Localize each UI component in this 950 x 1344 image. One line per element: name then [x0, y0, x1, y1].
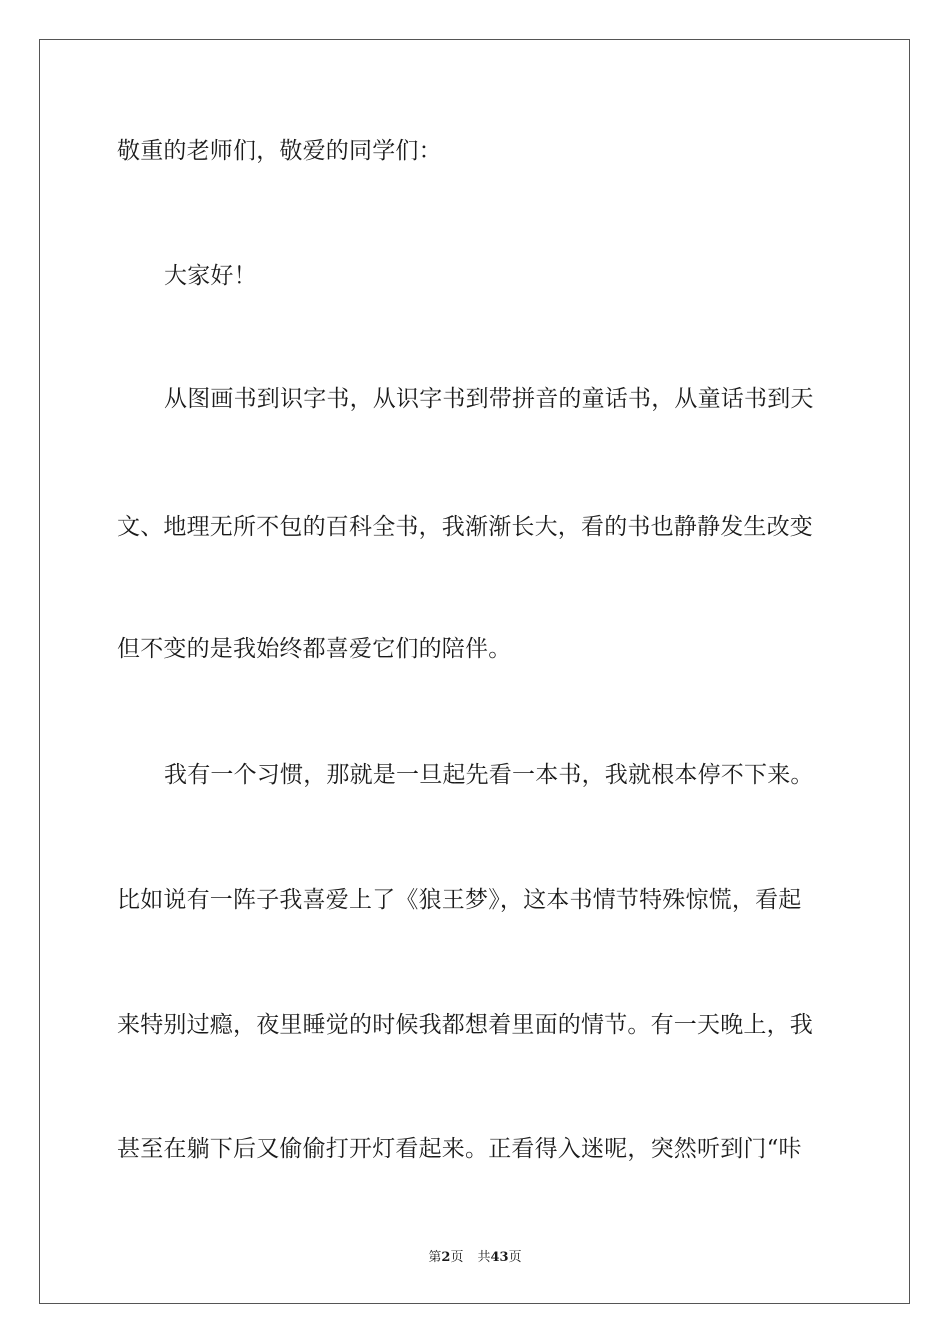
total-pages: 43 — [490, 1250, 509, 1265]
salutation-line: 敬重的老师们，敬爱的同学们： — [117, 138, 442, 164]
page-number: 2 — [441, 1250, 451, 1265]
page-border — [39, 39, 910, 1304]
page-prefix: 第 — [428, 1250, 442, 1265]
paragraph-line: 从图画书到识字书，从识字书到带拼音的童话书，从童话书到天 — [164, 386, 814, 412]
page-footer — [0, 1246, 950, 1265]
paragraph-line: 比如说有一阵子我喜爱上了《狼王梦》，这本书情节特殊惊慌，看起 — [117, 887, 802, 913]
paragraph-line: 文、地理无所不包的百科全书，我渐渐长大，看的书也静静发生改变 — [117, 514, 813, 540]
greeting-line: 大家好！ — [164, 263, 257, 289]
paragraph-line: 甚至在躺下后又偷偷打开灯看起来。正看得入迷呢，突然听到门“咔 — [117, 1136, 802, 1162]
paragraph-line: 来特别过瘾，夜里睡觉的时候我都想着里面的情节。有一天晚上，我 — [117, 1012, 813, 1038]
total-prefix: 共 — [477, 1250, 491, 1265]
paragraph-line: 但不变的是我始终都喜爱它们的陪伴。 — [117, 636, 512, 662]
paragraph-line: 我有一个习惯，那就是一旦起先看一本书，我就根本停不下来。 — [164, 762, 814, 788]
page-suffix: 页 — [450, 1250, 464, 1265]
total-suffix: 页 — [508, 1250, 522, 1265]
